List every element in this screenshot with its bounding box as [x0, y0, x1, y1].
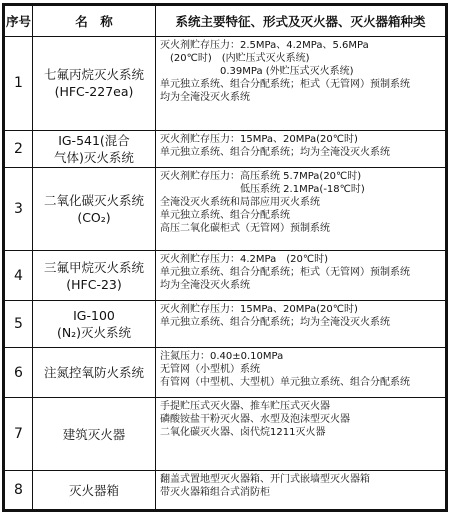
row-description-line: (20℃时) (内贮压式灭火系统) — [160, 53, 310, 64]
header-no: 序号 — [5, 6, 33, 37]
row-description-line: 二氧化碳灭火器、卤代烷1211灭火器 — [160, 427, 326, 439]
header-desc: 系统主要特征、形式及灭火器、灭火器箱种类 — [156, 6, 446, 37]
row-number: 4 — [5, 251, 33, 301]
row-name — [33, 301, 156, 348]
row-name-line: 二氧化碳灭火系统 — [43, 192, 144, 208]
row-name-line: 七氟丙烷灭火系统 — [43, 67, 144, 83]
row-description-line: 单元独立系统、组合分配系统；柜式（无管网）预制系统 — [160, 79, 410, 90]
row-description — [156, 471, 446, 510]
row-description — [156, 37, 446, 131]
row-name-line: 气体)灭火系统 — [54, 149, 134, 165]
row-description-line: 均为全淹没灭火系统 — [160, 92, 250, 103]
table-frame — [2, 3, 448, 512]
row-description-line: 0.39MPa (外贮压式灭火系统) — [160, 66, 354, 77]
row-number: 6 — [5, 348, 33, 398]
row-description — [156, 251, 446, 301]
row-name-line: (HFC-227ea) — [54, 84, 134, 100]
header-name: 名 称 — [33, 6, 156, 37]
row-description-line: 注氮压力：0.40±0.10MPa — [160, 351, 284, 363]
row-description-line: 高压二氧化碳柜式（无管网）预制系统 — [160, 222, 330, 234]
row-number: 7 — [5, 398, 33, 471]
row-name-line: (N₂)灭火系统 — [56, 325, 132, 341]
row-name-line: 三氟甲烷灭火系统 — [43, 259, 144, 275]
row-description-line: 单元独立系统、组合分配系统；均为全淹没灭火系统 — [160, 146, 390, 158]
row-description-line: 翻盖式置地型灭火器箱、开门式嵌墙型灭火器箱 — [160, 474, 370, 486]
row-name-line: 注氮控氧防火系统 — [43, 365, 144, 381]
row-name-line: 灭火器箱 — [68, 482, 119, 498]
row-name — [33, 471, 156, 510]
table-row — [5, 348, 446, 398]
row-description-line: 全淹没灭火系统和局部应用灭火系统 — [160, 196, 320, 208]
row-name-line: (HFC-23) — [66, 276, 122, 292]
row-name-line: 建筑灭火器 — [62, 426, 126, 442]
row-description — [156, 167, 446, 251]
row-description-line: 低压系统 2.1MPa(-18℃时) — [160, 183, 365, 195]
row-description-line: 单元独立系统、组合分配系统；均为全淹没灭火系统 — [160, 317, 390, 329]
row-number: 3 — [5, 167, 33, 251]
table-row — [5, 130, 446, 167]
row-description-line: 单元独立系统、组合分配系统 — [160, 209, 290, 221]
row-description-line: 手提贮压式灭火器、推车贮压式灭火器 — [160, 401, 330, 413]
row-description-line: 灭火剂贮存压力：4.2MPa (20℃时) — [160, 254, 328, 266]
row-description-line: 均为全淹没灭火系统 — [160, 280, 250, 292]
row-number: 5 — [5, 301, 33, 348]
row-name — [33, 251, 156, 301]
row-description-line: 带灭火器箱组合式消防柜 — [160, 487, 270, 499]
row-description-line: 无管网（小型机）系统 — [160, 364, 260, 376]
table-row — [5, 37, 446, 131]
row-description-line: 有管网（中型机、大型机）单元独立系统、组合分配系统 — [160, 377, 410, 389]
row-description-line: 灭火剂贮存压力：高压系统 5.7MPa(20℃时) — [160, 170, 362, 182]
row-description — [156, 301, 446, 348]
row-name — [33, 167, 156, 251]
table-row — [5, 301, 446, 348]
row-name — [33, 37, 156, 131]
row-number: 2 — [5, 130, 33, 167]
table-row — [5, 167, 446, 251]
row-name — [33, 398, 156, 471]
row-description — [156, 348, 446, 398]
row-description-line: 灭火剂贮存压力：15MPa、20MPa(20℃时) — [160, 304, 358, 316]
row-description — [156, 130, 446, 167]
row-description-line: 单元独立系统、组合分配系统；柜式（无管网）预制系统 — [160, 267, 410, 279]
row-name — [33, 348, 156, 398]
row-name-line: IG-100 — [73, 308, 115, 324]
row-description-line: 磷酸铵盐干粉灭火器、水型及泡沫型灭火器 — [160, 414, 350, 426]
row-name-line: (CO₂) — [77, 209, 111, 225]
row-description — [156, 398, 446, 471]
table-row — [5, 471, 446, 510]
table-row — [5, 398, 446, 471]
row-name — [33, 130, 156, 167]
row-description-line: 灭火剂贮存压力：15MPa、20MPa(20℃时) — [160, 133, 358, 145]
row-number: 8 — [5, 471, 33, 510]
header-row — [5, 6, 446, 37]
row-description-line: 灭火剂贮存压力：2.5MPa、4.2MPa、5.6MPa — [160, 40, 369, 51]
row-number: 1 — [5, 37, 33, 131]
fire-systems-table — [4, 5, 446, 510]
row-name-line: IG-541(混合 — [58, 132, 130, 148]
table-row — [5, 251, 446, 301]
